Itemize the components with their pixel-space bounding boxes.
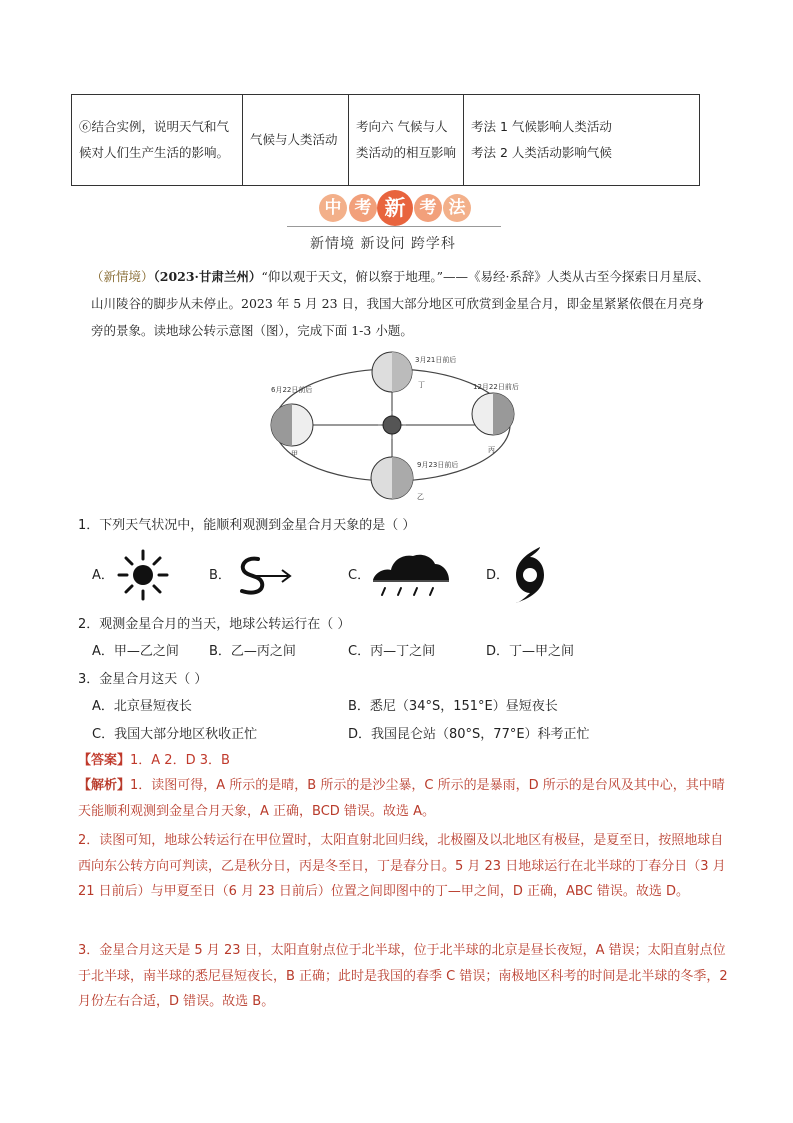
explanation-p2: 2．读图可知，地球公转运行在甲位置时，太阳直射北回归线，北极圈及以北地区有极昼，是夏至日，按照地球自西向东公转方向可判读，乙是秋分日，丙是冬至日，丁是春分日。5 月 23 日地球运行在北半球的丁春分日（3 月 21 日前后）与甲夏至日（6 月 23 日前后）位置之间即图中的丁—甲之间，D 正确，ABC 错误。故选 D。	[78, 833, 726, 899]
earth-revolution-diagram	[265, 345, 525, 505]
table-cell-topic: 气候与人类活动	[243, 95, 349, 186]
label-mar21: 3月21日前后	[415, 356, 457, 364]
banner-char-4: 考	[414, 194, 442, 222]
q2-option-b: B．乙—丙之间	[209, 644, 296, 659]
table-cell-direction: 考向六 气候与人类活动的相互影响	[349, 95, 464, 186]
method-1: 考法 1 气候影响人类活动	[471, 119, 612, 134]
explanation-tag: 【解析】	[78, 778, 131, 793]
q2-option-d: D．丁—甲之间	[486, 644, 575, 659]
sun-icon	[115, 549, 171, 601]
q1-option-d-label: D．	[486, 568, 510, 583]
label-jia: 甲	[291, 450, 298, 458]
q3-option-c: C．我国大部分地区秋收正忙	[92, 727, 258, 742]
q1-option-c-label: C．	[348, 568, 371, 583]
syllabus-table	[71, 94, 700, 186]
explanation-p1	[78, 773, 728, 824]
table-cell-methods	[464, 95, 700, 186]
earth-left	[271, 404, 313, 446]
sandstorm-icon	[232, 553, 294, 599]
explanation-p3: 3．金星合月这天是 5 月 23 日，太阳直射点位于北半球，位于北半球的北京是昼长夜短，A 错误；太阳直射点位于北半球，南半球的悉尼昼短夜长，B 正确；此时是我国的春季 C 错误；南极地区科考的时间是北半球的冬季，2 月份左右合适，D 错误。故选 B。	[78, 943, 728, 1009]
explanation-text-1: 1．读图可得，A 所示的是晴，B 所示的是沙尘暴，C 所示的是暴雨，D 所示的是台风及其中心，其中晴天能顺利观测到金星合月天象，A 正确，BCD 错误。故选 A。	[78, 778, 725, 819]
answer-tag: 【答案】	[78, 753, 131, 768]
q1-option-a-label: A．	[92, 568, 114, 583]
question-2-stem: 2．观测金星合月的当天，地球公转运行在（ ）	[78, 617, 351, 632]
label-ding: 丁	[418, 381, 425, 389]
earth-top	[372, 352, 412, 392]
q3-option-b: B．悉尼（34°S，151°E）昼短夜长	[348, 699, 558, 714]
answer-line	[78, 748, 230, 774]
q2-option-c: C．丙—丁之间	[348, 644, 436, 659]
answer-text: 1．A 2．D 3．B	[130, 753, 230, 768]
intro-tag: （新情境）	[91, 269, 154, 284]
earth-bottom	[371, 457, 413, 499]
banner-char-3: 新	[377, 190, 413, 226]
section-banner	[319, 190, 471, 224]
banner-char-5: 法	[443, 194, 471, 222]
earth-right	[472, 393, 514, 435]
typhoon-icon	[510, 545, 550, 605]
sun-icon	[383, 416, 401, 434]
q2-option-a: A．甲—乙之间	[92, 644, 179, 659]
label-sep23: 9月23日前后	[417, 461, 459, 469]
intro-text: “仰以观于天文，俯以察于地理。”——《易经·系辞》人类从古至今探索日月星辰、山川陵谷的脚步从未停止。2023 年 5 月 23 日，我国大部分地区可欣赏到金星合月，即金星紧紧依偎在月亮身旁的景象。读地球公转示意图（图），完成下面 1-3 小题。	[91, 269, 710, 338]
banner-rule	[287, 226, 501, 227]
label-dec22: 12月22日前后	[473, 383, 519, 391]
heavy-rain-icon	[371, 550, 451, 600]
banner-char-2: 考	[349, 194, 377, 222]
banner-char-1: 中	[319, 194, 347, 222]
banner-subtitle: 新情境 新设问 跨学科	[310, 236, 456, 252]
q3-option-d: D．我国昆仑站（80°S，77°E）科考正忙	[348, 727, 590, 742]
intro-paragraph	[91, 263, 711, 344]
method-2: 考法 2 人类活动影响气候	[471, 145, 612, 160]
label-bing: 丙	[488, 446, 495, 454]
q3-option-a: A．北京昼短夜长	[92, 699, 192, 714]
table-cell-standard: ⑥结合实例，说明天气和气候对人们生产生活的影响。	[72, 95, 243, 186]
intro-source: （2023·甘肃兰州）	[153, 269, 262, 284]
question-1-stem: 1．下列天气状况中，能顺利观测到金星合月天象的是（ ）	[78, 518, 416, 533]
q1-option-b-label: B．	[209, 568, 231, 583]
question-3-stem: 3．金星合月这天（ ）	[78, 672, 208, 687]
label-yi: 乙	[417, 493, 424, 501]
label-jun22: 6月22日前后	[271, 386, 313, 394]
